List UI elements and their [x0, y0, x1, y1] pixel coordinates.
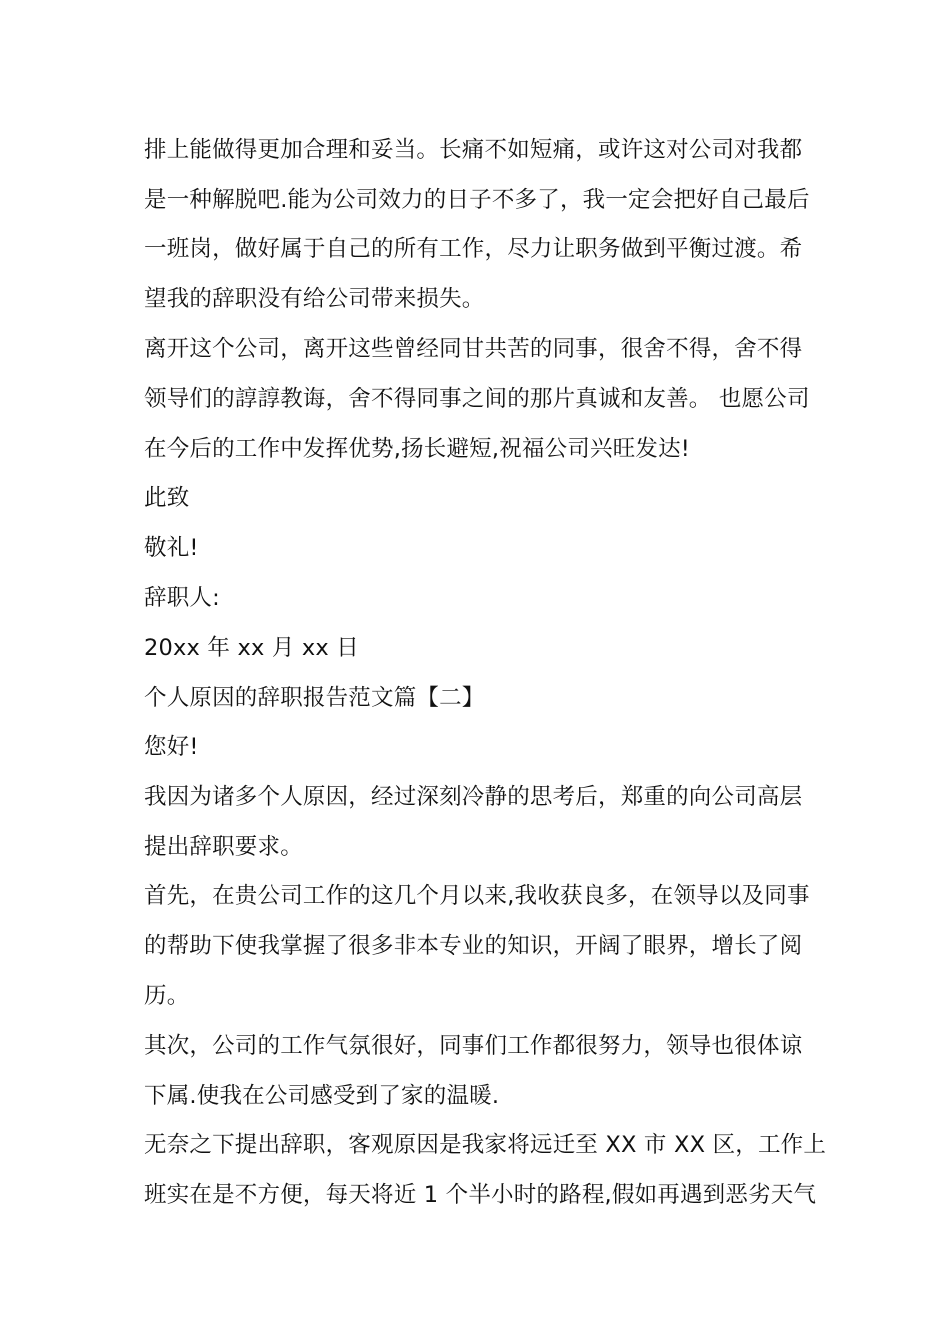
text-line: 望我的辞职没有给公司带来损失。 [144, 286, 485, 312]
text-line: 提出辞职要求。 [144, 834, 303, 860]
text-line: 领导们的諄諄教诲，舍不得同事之间的那片真诚和友善。 也愿公司 [144, 386, 810, 412]
date-line: 20xx 年 xx 月 xx 日 [144, 635, 359, 661]
greeting: 您好! [144, 734, 199, 760]
text-line: 我因为诸多个人原因，经过深刻冷静的思考后，郑重的向公司高层 [144, 784, 803, 810]
text-line: 一班岗，做好属于自己的所有工作，尽力让职务做到平衡过渡。希 [144, 236, 803, 262]
text-line: 是一种解脱吧.能为公司效力的日子不多了，我一定会把好自己最后 [144, 187, 810, 213]
text-line: 离开这个公司，离开这些曾经同甘共苦的同事，很舍不得，舍不得 [144, 336, 803, 362]
text-line: 下属.使我在公司感受到了家的温暖. [144, 1083, 500, 1109]
text-line: 其次，公司的工作气氛很好，同事们工作都很努力，领导也很体谅 [144, 1033, 803, 1059]
text-line: 首先，在贵公司工作的这几个月以来,我收获良多，在领导以及同事 [144, 883, 810, 909]
closing-regards: 敬礼! [144, 535, 199, 561]
text-line: 排上能做得更加合理和妥当。长痛不如短痛，或许这对公司对我都 [144, 137, 803, 163]
text-line: 无奈之下提出辞职，客观原因是我家将远迁至 XX 市 XX 区，工作上 [144, 1132, 827, 1158]
text-line: 在今后的工作中发挥优势,扬长避短,祝福公司兴旺发达! [144, 436, 691, 462]
section-heading: 个人原因的辞职报告范文篇【二】 [144, 685, 485, 711]
closing-salutation: 此致 [144, 485, 190, 511]
text-line: 的帮助下使我掌握了很多非本专业的知识，开阔了眼界，增长了阅 [144, 933, 803, 959]
signature-label: 辞职人: [144, 585, 220, 611]
text-line: 历。 [144, 983, 190, 1009]
text-line: 班实在是不方便，每天将近 1 个半小时的路程,假如再遇到恶劣天气 [144, 1182, 817, 1208]
